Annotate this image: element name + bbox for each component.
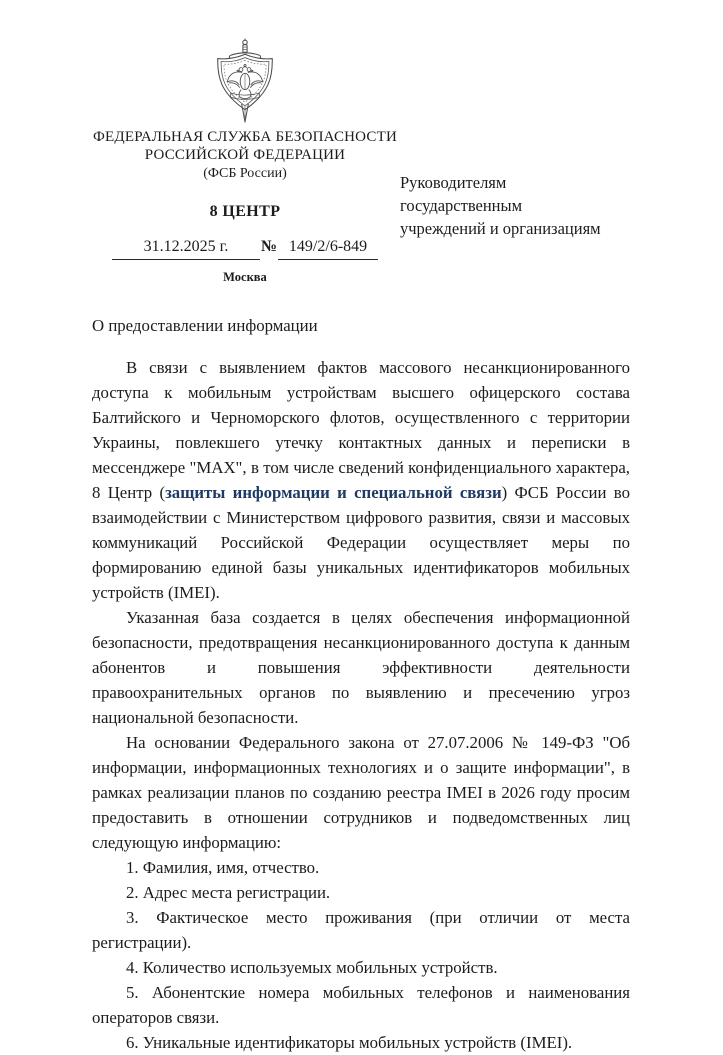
highlighted-phrase: защиты информации и специальной связи [165, 483, 502, 502]
subject-line: О предоставлении информации [92, 316, 318, 335]
fsb-emblem-icon [197, 38, 293, 124]
paragraph-1-text-after: ) ФСБ России во взаимодействии с Министерством цифрового развития, связи и массовых коммуникаций Российской Федерации осуществляет меры по формированию единой базы уникальных идентификаторов мобильных устройств (IMEI). [92, 483, 630, 602]
recipient-block [400, 171, 630, 240]
city-label: Москва [223, 270, 267, 284]
list-item-5: 5. Абонентские номера мобильных телефонов и наименования операторов связи. [92, 983, 630, 1027]
unit-name: 8 ЦЕНТР [209, 203, 281, 220]
list-item-3: 3. Фактическое место проживания (при отличии от места регистрации). [92, 908, 630, 952]
document-date: 31.12.2025 г. [112, 238, 260, 260]
letter-body [92, 313, 630, 1055]
paragraph-1 [92, 355, 630, 605]
org-short-name: (ФСБ России) [203, 166, 287, 181]
letterhead-left-column [92, 38, 398, 285]
paragraph-2: Указанная база создается в целях обеспечения информационной безопасности, предотвращения несанкционированного доступа к данным абонентов и повышения эффективности деятельности правоохранительных органов по выявлению и пресечению угроз национальной безопасности. [92, 608, 630, 727]
org-name-line1: ФЕДЕРАЛЬНАЯ СЛУЖБА БЕЗОПАСНОСТИ [92, 129, 397, 145]
paragraph-3: На основании Федерального закона от 27.07.2006 № 149-ФЗ "Об информации, информационных технологиях и о защите информации", в рамках реализации планов по созданию реестра IMEI в 2026 году просим предоставить в отношении сотрудников и подведомственных лиц следующую информацию: [92, 733, 630, 852]
letterhead [92, 38, 630, 284]
recipient-line2: учреждений и организациям [400, 219, 601, 238]
list-item-2: 2. Адрес места регистрации. [126, 883, 331, 902]
number-sign: № [260, 238, 278, 255]
list-item-6: 6. Уникальные идентификаторы мобильных устройств (IMEI). [126, 1033, 573, 1052]
paragraph-1-text-before: В связи с выявлением фактов массового несанкционированного доступа к мобильным устройствам высшего офицерского состава Балтийского и Черноморского флотов, осуществленного с территории Украины, повлекшего утечку контактных данных и переписки в мессенджере "MAX", в том числе сведений конфиденциального характера, 8 Центр ( [92, 358, 630, 502]
document-number-line [92, 238, 398, 260]
document-number: 149/2/6-849 [278, 238, 378, 260]
org-name-line2: РОССИЙСКОЙ ФЕДЕРАЦИИ [144, 147, 346, 163]
recipient-line1: Руководителям государственным [400, 173, 523, 215]
list-item-4: 4. Количество используемых мобильных устройств. [126, 958, 498, 977]
list-item-1: 1. Фамилия, имя, отчество. [126, 858, 320, 877]
